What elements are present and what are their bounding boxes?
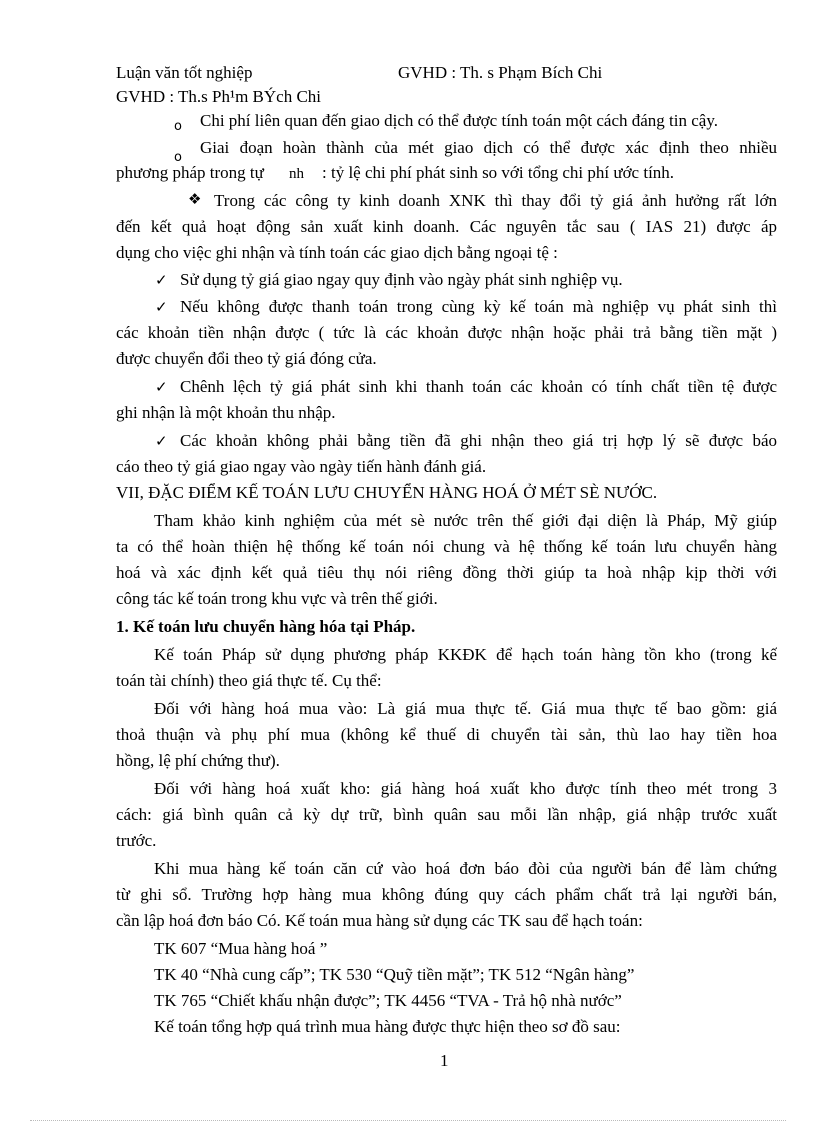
text-line: Sử dụng tỷ giá giao ngay quy định vào ngày phát sinh nghiệp vụ. — [180, 270, 623, 289]
footer-divider — [30, 1120, 786, 1121]
text-line: cáo theo tỷ giá giao ngay vào ngày tiến hành đánh giá. — [116, 457, 487, 476]
text-line: dụng cho việc ghi nhận và tính toán các giao dịch bằng ngoại tệ : — [116, 243, 558, 262]
text-line: cách: giá bình quân cả kỳ dự trữ, bình quân sau mỗi lần nhập, giá nhập trước xuất — [116, 805, 777, 824]
text-line: Các khoản không phải bằng tiền đã ghi nhận theo giá trị hợp lý sẽ được báo — [180, 431, 777, 450]
text-line: Giai đoạn hoàn thành của mét giao dịch có thể được xác định theo nhiều — [200, 138, 777, 157]
bullet-circle: o — [174, 150, 182, 165]
text-line: Tham khảo kinh nghiệm của mét sè nước trên thế giới đại diện là Pháp, Mỹ giúp — [154, 511, 777, 530]
text-line: TK 40 “Nhà cung cấp”; TK 530 “Quỹ tiền mặt”; TK 512 “Ngân hàng” — [154, 965, 635, 984]
check-bullet-icon: ✓ — [155, 298, 168, 316]
text-line: ta có thể hoàn thiện hệ thống kế toán nói chung và hệ thống kế toán lưu chuyển hàng — [116, 537, 777, 556]
check-bullet-icon: ✓ — [155, 432, 168, 450]
text-line: hoá và xác định kết quả tiêu thụ nói riêng đồng thời giúp ta hoà nhập kịp thời với — [116, 563, 777, 582]
text-line: từ ghi sổ. Trường hợp hàng mua không đúng quy cách phẩm chất trả lại người bán, — [116, 885, 777, 904]
text-line: : tỷ lệ chi phí phát sinh so với tổng chi phí ước tính. — [322, 163, 675, 182]
text-line: Đối với hàng hoá xuất kho: giá hàng hoá xuất kho được tính theo mét trong 3 — [154, 779, 777, 798]
text-line: công tác kế toán trong khu vực và trên thế giới. — [116, 589, 438, 608]
text-line: Đối với hàng hoá mua vào: Là giá mua thực tế. Giá mua thực tế bao gồm: giá — [154, 699, 777, 718]
text-line: Kế toán tổng hợp quá trình mua hàng được thực hiện theo sơ đồ sau: — [154, 1017, 621, 1036]
text-line: hồng, lệ phí chứng thư). — [116, 751, 280, 770]
text-line: Chi phí liên quan đến giao dịch có thể được tính toán một cách đáng tin cậy. — [200, 111, 718, 130]
text-line: Chênh lệch tỷ giá phát sinh khi thanh toán các khoản có tính chất tiền tệ được — [180, 377, 777, 396]
text-line: thoả thuận và phụ phí mua (không kể thuế di chuyển tài sản, thù lao hay tiền hoa — [116, 725, 777, 744]
text-line: phương pháp trong tự — [116, 163, 264, 182]
document-title: Luận văn tốt nghiệp — [116, 63, 253, 82]
text-line: cần lập hoá đơn báo Có. Kế toán mua hàng sử dụng các TK sau để hạch toán: — [116, 911, 643, 930]
text-line: được chuyển đổi theo tỷ giá đóng cửa. — [116, 349, 377, 368]
text-line: đến kết quả hoạt động sản xuất kinh doanh. Các nguyên tắc sau ( IAS 21) được áp — [116, 217, 777, 236]
text-line: các khoản tiền nhận được ( tức là các khoản được nhận hoặc phải trả bằng tiền mặt ) — [116, 323, 777, 342]
advisor-name: GVHD : Th. s Phạm Bích Chi — [398, 63, 603, 82]
check-bullet-icon: ✓ — [155, 378, 168, 396]
advisor-name-garbled: GVHD : Th.s Ph¹m BÝch Chi — [116, 87, 322, 106]
text-line: ghi nhận là một khoản thu nhập. — [116, 403, 336, 422]
subsection-heading: 1. Kế toán lưu chuyển hàng hóa tại Pháp. — [116, 617, 416, 636]
text-line: Nếu không được thanh toán trong cùng kỳ kế toán mà nghiệp vụ phát sinh thì — [180, 297, 777, 316]
text-line: TK 607 “Mua hàng hoá ” — [154, 939, 328, 958]
check-bullet-icon: ✓ — [155, 271, 168, 289]
text-line: Trong các công ty kinh doanh XNK thì thay đổi tỷ giá ảnh hưởng rất lớn — [214, 191, 777, 210]
text-line: toán tài chính) theo giá thực tế. Cụ thể: — [116, 671, 382, 690]
text-line: TK 765 “Chiết khấu nhận được”; TK 4456 “TVA - Trả hộ nhà nước” — [154, 991, 622, 1010]
text-line: Kế toán Pháp sử dụng phương pháp KKĐK để hạch toán hàng tồn kho (trong kế — [154, 645, 777, 664]
diamond-bullet-icon: ❖ — [188, 190, 202, 208]
text-line: nh — [289, 166, 304, 182]
section-heading: VII, ĐẶC ĐIỂM KẾ TOÁN LƯU CHUYỂN HÀNG HOÁ Ở MÉT SÈ NƯỚC. — [116, 483, 658, 502]
text-line: Khi mua hàng kế toán căn cứ vào hoá đơn báo đòi của người bán để làm chứng — [154, 859, 777, 878]
text-line: trước. — [116, 831, 157, 850]
bullet-circle: o — [174, 119, 182, 134]
page-number: 1 — [440, 1051, 449, 1070]
